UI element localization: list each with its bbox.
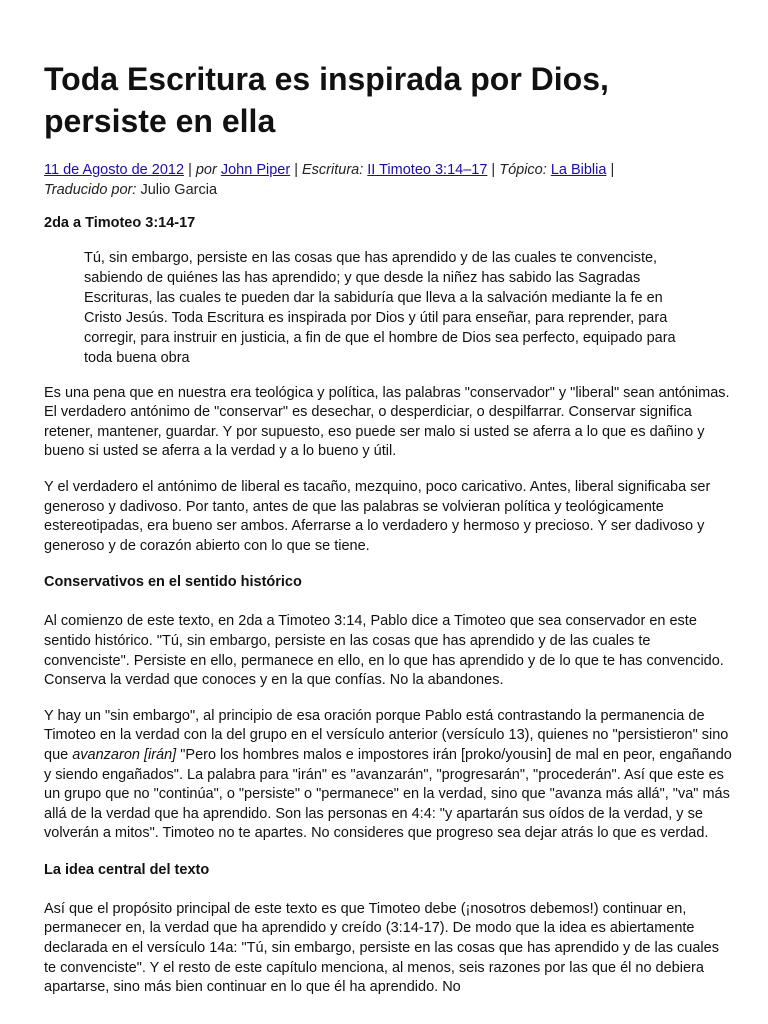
- article-meta: [44, 160, 734, 200]
- paragraph-text: Y hay un "sin embargo", al principio de esa oración porque Pablo está contrastando la permanencia de Timoteo en la verdad con la del grupo en el versículo anterior (versículo 13), quienes no "persistieron" sino que: [44, 707, 729, 763]
- paragraph: Al comienzo de este texto, en 2da a Timoteo 3:14, Pablo dice a Timoteo que sea conservador en este sentido histórico. "Tú, sin embargo, persiste en las cosas que has aprendido y de las cuales te convenciste". Persiste en ello, permanece en ello, en lo que has aprendido y de lo que te has convencido. Conserva la verdad que conoces y en la que confías. No la abandones.: [44, 613, 724, 689]
- paragraph: [44, 707, 734, 844]
- translated-label: Traducido por:: [44, 182, 141, 198]
- paragraph: Es una pena que en nuestra era teológica y política, las palabras "conservador" y "liberal" sean antónimas. El verdadero antónimo de "conservar" es desechar, o desperdiciar, o despilfarrar. Conservar significa retener, mantener, guardar. Y por supuesto, eso puede ser malo si usted se aferra a lo que es dañino y bueno si usted se aferra a la verdad y a lo bueno y útil.: [44, 384, 730, 460]
- separator: |: [294, 162, 303, 178]
- section-heading: La idea central del texto: [44, 861, 210, 878]
- paragraph: Y el verdadero el antónimo de liberal es tacaño, mezquino, poco caricativo. Antes, liberal significaba ser generoso y dadivoso. Por tanto, antes de que las palabras se volvieran política y teológicamente estereotipadas, era bueno ser ambos. Aferrarse a lo verdadero y hermoso y precioso. Y ser dadivoso y generoso y de corazón abierto con lo que se tiene.: [44, 478, 711, 554]
- scripture-quote: Tú, sin embargo, persiste en las cosas que has aprendido y de las cuales te convenciste, sabiendo de quiénes las has aprendido; y que desde la niñez has sabido las Sagradas Escrituras, las cuales te pueden dar la sabiduría que lleva a la salvación mediante la fe en Cristo Jesús. Toda Escritura es inspirada por Dios y útil para enseñar, para reprender, para corregir, para instruir en justicia, a fin de que el hombre de Dios sea perfecto, equipado para toda buena obra: [84, 249, 676, 366]
- article-body: [44, 214, 734, 1014]
- paragraph-text: "Pero los hombres malos e impostores irán [proko/yousin] de mal en peor, engañando y siendo engañados". La palabra para "irán" es "avanzarán", "progresarán", "procederán". Así que este es un grupo que no "continúa", o "persiste" o "permanece" en la verdad, sino que "avanza más allá", "va" más allá de la verdad que ha aprendido. Son las personas en 4:4: "y apartarán sus oídos de la verdad, y se volverán a mitos". Timoteo no te apartes. No consideres que progreso sea dejar atrás lo que es verdad.: [44, 746, 732, 842]
- separator: |: [610, 162, 615, 178]
- scripture-label: Escritura:: [302, 162, 368, 178]
- emphasis-text: avanzaron [irán]: [72, 746, 177, 763]
- topic-link[interactable]: La Biblia: [550, 162, 607, 178]
- topic-label: Tópico:: [499, 162, 551, 178]
- scripture-reference: 2da a Timoteo 3:14-17: [44, 215, 196, 231]
- translator-name: Julio Garcia: [140, 182, 218, 198]
- paragraph: Así que el propósito principal de este texto es que Timoteo debe (¡nosotros debemos!) continuar en, permanecer en, la verdad que ha aprendido y creído (3:14-17). De modo que la idea es abiertamente declarada en el versículo 14a: "Tú, sin embargo, persiste en las cosas que has aprendido y de las cuales te convenciste". Y el resto de este capítulo menciona, al menos, seis razones por las que él no debiera apartarse, sino más bien continuar en lo que él ha aprendido. No: [44, 900, 719, 996]
- author-link[interactable]: John Piper: [220, 162, 291, 178]
- separator: |: [188, 162, 196, 178]
- date-link[interactable]: 11 de Agosto de 2012: [44, 162, 185, 178]
- section-heading: Conservativos en el sentido histórico: [44, 574, 302, 591]
- page-title: Toda Escritura es inspirada por Dios, persiste en ella: [44, 61, 609, 139]
- by-label: por: [195, 162, 221, 178]
- scripture-link[interactable]: II Timoteo 3:14–17: [367, 162, 488, 178]
- separator: |: [491, 162, 500, 178]
